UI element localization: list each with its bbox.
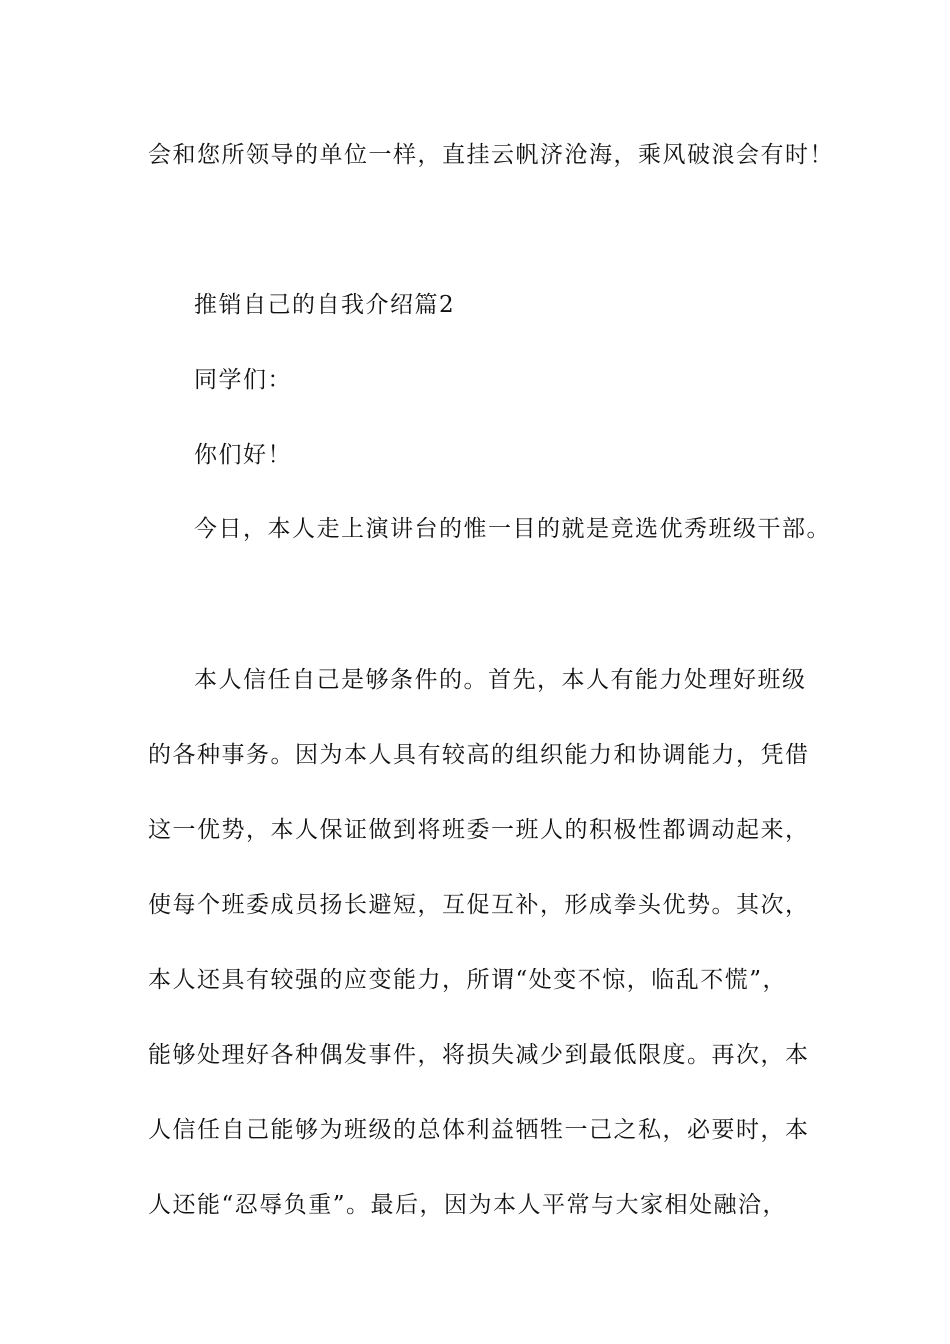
greeting: 你们好！ bbox=[194, 442, 292, 468]
paragraph-line: 本人还具有较强的应变能力，所谓“处变不惊，临乱不慌”， bbox=[148, 967, 788, 993]
paragraph-line: 会和您所领导的单位一样，直挂云帆济沧海，乘风破浪会有时！ bbox=[148, 142, 834, 168]
paragraph-line: 人还能“忍辱负重”。最后，因为本人平常与大家相处融洽， bbox=[148, 1192, 788, 1218]
paragraph-line: 本人信任自己是够条件的。首先，本人有能力处理好班级 bbox=[194, 667, 807, 693]
paragraph-line: 能够处理好各种偶发事件，将损失减少到最低限度。再次，本 bbox=[148, 1042, 810, 1068]
paragraph-line: 这一优势，本人保证做到将班委一班人的积极性都调动起来， bbox=[148, 817, 810, 843]
salutation: 同学们： bbox=[194, 367, 292, 393]
paragraph-line: 人信任自己能够为班级的总体利益牺牲一己之私，必要时，本 bbox=[148, 1117, 810, 1143]
section-heading: 推销自己的自我介绍篇2 bbox=[194, 292, 456, 318]
paragraph-line: 的各种事务。因为本人具有较高的组织能力和协调能力，凭借 bbox=[148, 742, 810, 768]
paragraph-line: 使每个班委成员扬长避短，互促互补，形成拳头优势。其次， bbox=[148, 892, 810, 918]
paragraph-line: 今日，本人走上演讲台的惟一目的就是竞选优秀班级干部。 bbox=[194, 516, 831, 542]
